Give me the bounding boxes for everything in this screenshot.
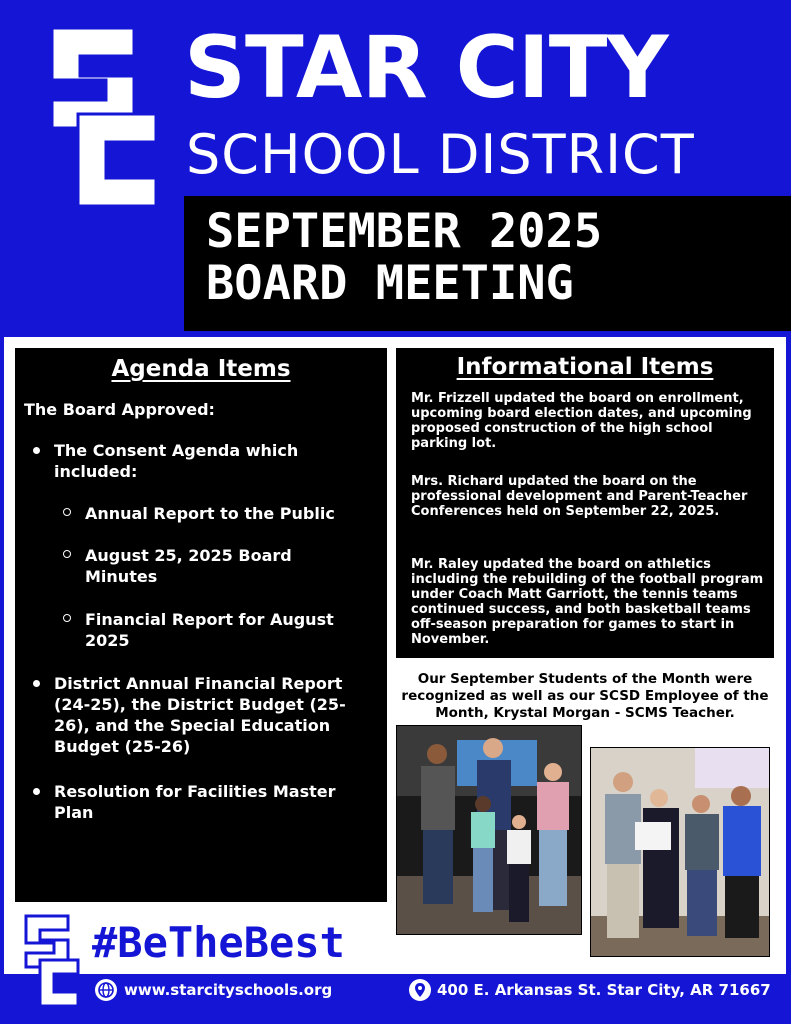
agenda-subitem: Annual Report to the Public [85, 504, 335, 523]
informational-heading: Informational Items [456, 354, 714, 380]
district-title-secondary: SCHOOL DISTRICT [186, 123, 695, 186]
recognition-text: Our September Students of the Month were recognized as well as our SCSD Employee of the Month, Krystal Morgan - SCMS Teacher. [401, 671, 769, 721]
bullet-icon [33, 447, 40, 454]
info-paragraph: Mr. Frizzell updated the board on enrollment, upcoming board election dates, and upcoming proposed construction of the high school parking lot. [411, 391, 752, 451]
sub-bullet-icon [63, 508, 71, 516]
location-pin-icon [409, 979, 431, 1001]
agenda-subitem: August 25, 2025 Board Minutes [85, 546, 292, 586]
footer-bar [0, 976, 791, 1024]
info-paragraph: Mrs. Richard updated the board on the professional development and Parent-Teacher Conferences held on September 22, 2025. [411, 474, 748, 519]
website-link[interactable]: www.starcityschools.org [124, 981, 333, 999]
bullet-icon [33, 788, 40, 795]
employee-of-month-photo [590, 747, 770, 957]
agenda-intro: The Board Approved: [24, 400, 215, 419]
sub-bullet-icon [63, 614, 71, 622]
info-paragraph: Mr. Raley updated the board on athletics including the rebuilding of the football program under Coach Matt Garriott, the tennis teams continued success, and both basketball teams off-season preparation for games to start in November. [411, 557, 764, 647]
globe-icon [95, 979, 117, 1001]
agenda-item: Resolution for Facilities Master Plan [54, 782, 336, 822]
students-of-month-photo [396, 725, 582, 935]
agenda-panel [15, 348, 387, 902]
district-title-primary: STAR CITY [184, 18, 668, 118]
meeting-title-line1: SEPTEMBER 2025 [206, 204, 603, 259]
informational-panel [396, 348, 774, 658]
sc-logo [38, 18, 158, 208]
sub-bullet-icon [63, 550, 71, 558]
address-text: 400 E. Arkansas St. Star City, AR 71667 [437, 981, 771, 999]
hashtag-slogan: #BeTheBest [92, 918, 345, 967]
agenda-subitem: Financial Report for August 2025 [85, 610, 334, 650]
agenda-item: District Annual Financial Report (24-25), the District Budget (25-26), and the Special Education Budget (25-26) [54, 674, 346, 756]
meeting-title-line2: BOARD MEETING [206, 256, 574, 311]
agenda-item: The Consent Agenda which included: [54, 441, 299, 481]
agenda-heading: Agenda Items [111, 356, 291, 382]
bullet-icon [33, 680, 40, 687]
